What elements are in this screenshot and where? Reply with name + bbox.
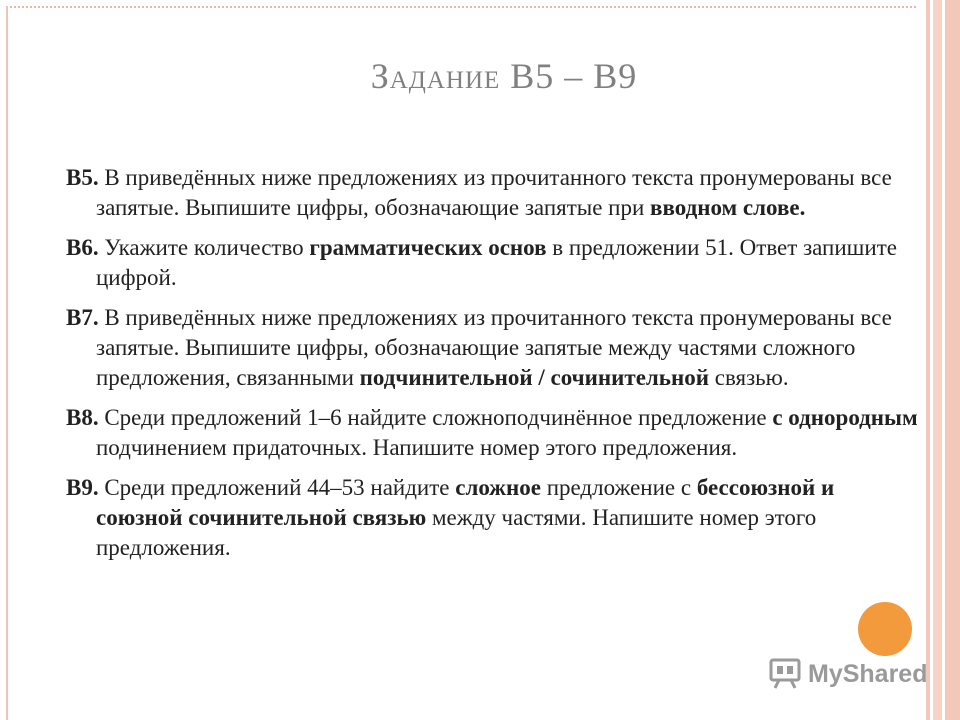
task-text: В приведённых ниже предложениях из прочитанного текста пронумерованы все запятые. Выпишите цифры, обозначающие запятые между частями сложного предложения, связанными [96,305,892,390]
task-label: В8. [66,405,99,430]
slide-title: Задание В5 – В9 [370,56,638,96]
task-emphasis: с однородным [772,405,918,430]
myshared-watermark [768,656,927,692]
task-emphasis: подчинительной / сочинительной [359,365,709,390]
projector-icon [768,658,802,690]
task-label: В6. [66,235,99,260]
task-b8 [66,403,926,463]
left-border [6,6,8,720]
task-text: подчинением придаточных. Напишите номер этого предложения. [96,435,738,460]
task-text: связью. [708,365,789,390]
task-emphasis: сложное [455,475,541,500]
task-text: Укажите количество [98,235,310,260]
task-text: в предложении 51. Ответ запишите цифрой. [96,235,897,290]
task-text: В приведённых ниже предложениях из прочитанного текста пронумерованы все запятые. Выпишите цифры, обозначающие запятые при [96,165,892,220]
task-b7 [66,303,926,393]
task-b6 [66,233,926,293]
task-text: Среди предложений 44–53 найдите [98,475,456,500]
task-emphasis: вводном слове. [650,195,806,220]
task-b9 [66,473,926,563]
orange-circle-decoration [858,602,912,656]
right-stripes-decoration [920,0,960,720]
task-emphasis: грамматических основ [309,235,547,260]
task-text: предложение с [540,475,697,500]
task-text: между частями. Напишите номер этого предложения. [96,505,817,560]
task-b5 [66,163,926,223]
watermark-text: MyShared [808,659,928,688]
task-emphasis: бессоюзной и союзной сочинительной связью [96,475,835,530]
top-dotted-border [6,6,916,8]
task-label: В7. [66,305,99,330]
task-text: Среди предложений 1–6 найдите сложноподчинённое предложение [98,405,773,430]
task-label: В5. [66,165,99,190]
task-list [66,163,926,573]
task-label: В9. [66,475,99,500]
